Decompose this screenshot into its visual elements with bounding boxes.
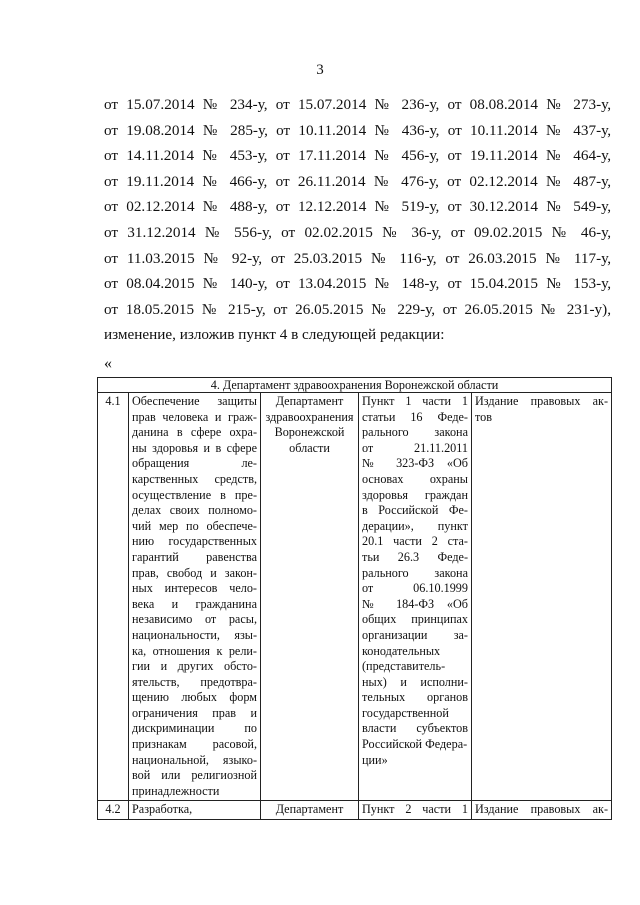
table-header-row [98, 378, 612, 393]
cell-line: Департамент [275, 394, 344, 408]
cell-line: Издание правовых ак- [475, 802, 609, 817]
cell-line: от 06.10.1999 [362, 581, 468, 596]
cell-line: ограничения прав и [132, 705, 257, 720]
paragraph-line: от 15.07.2014 № 234-у, от 15.07.2014 № 236-у, от 08.08.2014 № 273-у, [104, 96, 611, 113]
cell-line: рального закона [362, 425, 468, 440]
cell-line: осуществление в пре- [132, 487, 257, 502]
cell-line: 20.1 части 2 ста- [362, 534, 468, 549]
paragraph-line: от 19.11.2014 № 466-у, от 26.11.2014 № 476-у, от 02.12.2014 № 487-у, [104, 172, 611, 190]
cell-line: Издание правовых ак- [475, 394, 609, 408]
cell-line: здоровья граждан [362, 487, 468, 502]
department-table [97, 377, 612, 820]
cell-line: гии и других обсто- [132, 659, 257, 674]
cell-line: прав, свобод и закон- [132, 565, 257, 580]
cell-line: власти субъектов [362, 721, 468, 736]
department-cell [261, 393, 359, 801]
cell-line: ных) и исполни- [362, 674, 468, 689]
cell-line: прав человека и граж- [132, 409, 257, 424]
cell-line: Пункт 1 части 1 [362, 394, 468, 408]
cell-line: рального закона [362, 565, 468, 580]
row-number: 4.1 [98, 393, 129, 801]
cell-line: № 323-ФЗ «Об [362, 456, 468, 471]
cell-line: дерации», пункт [362, 518, 468, 533]
cell-line: организации за- [362, 627, 468, 642]
page-number: 3 [316, 62, 324, 78]
cell-line: нию государственных [132, 534, 257, 549]
cell-line: века и гражданина [132, 596, 257, 611]
cell-line: принадлежности [132, 783, 220, 798]
cell-line: (представитель- [362, 659, 446, 674]
cell-line: ных интересов чело- [132, 581, 257, 596]
basis-cell [359, 801, 472, 820]
paragraph-line: от 11.03.2015 № 92-у, от 25.03.2015 № 116-у, от 26.03.2015 № 117-у, [104, 249, 611, 267]
cell-line: Разработка, [132, 802, 193, 817]
paragraph-line: от 08.04.2015 № 140-у, от 13.04.2015 № 148-у, от 15.04.2015 № 153-у, [104, 275, 611, 293]
cell-line: ка, отношения к рели- [132, 643, 257, 658]
cell-line: Пункт 2 части 1 [362, 802, 468, 817]
cell-line: гарантий равенства [132, 549, 257, 564]
paragraph-line: от 19.08.2014 № 285-у, от 10.11.2014 № 436-у, от 10.11.2014 № 437-у, [104, 121, 611, 139]
paragraph-line: изменение, изложив пункт 4 в следующей редакции: [104, 326, 445, 344]
cell-line: дискриминации по [132, 721, 257, 736]
cell-line: тельных органов [362, 690, 468, 705]
paragraph-line: от 18.05.2015 № 215-у, от 26.05.2015 № 229-у, от 26.05.2015 № 231-у), [104, 300, 611, 318]
basis-cell [359, 393, 472, 801]
cell-line: ции» [362, 752, 388, 767]
table-row [98, 393, 612, 801]
cell-line: общих принципах [362, 612, 468, 627]
cell-line: щению любых форм [132, 690, 257, 705]
cell-line: тьи 26.3 Феде- [362, 549, 468, 564]
cell-line: Воронежской [274, 425, 345, 440]
cell-line: чий мер по обеспече- [132, 518, 257, 533]
cell-line: ны здоровья и в сфере [132, 440, 257, 455]
cell-line: тов [475, 409, 493, 424]
cell-line: ятельств, предотвра- [132, 674, 257, 689]
row-number: 4.2 [98, 801, 129, 820]
paragraph-line: от 31.12.2014 № 556-у, от 02.02.2015 № 36-у, от 09.02.2015 № 46-у, [104, 223, 611, 241]
cell-line: признакам расовой, [132, 737, 257, 752]
description-cell [129, 393, 261, 801]
paragraph-line: от 02.12.2014 № 488-у, от 12.12.2014 № 519-у, от 30.12.2014 № 549-у, [104, 198, 611, 216]
cell-line: основах охраны [362, 471, 468, 486]
cell-line: Российской Федера- [362, 737, 468, 752]
cell-line: Департамент [275, 802, 344, 817]
section-header: 4. Департамент здравоохранения Воронежской области [98, 378, 612, 393]
cell-line: обращения ле- [132, 456, 257, 471]
department-cell [261, 801, 359, 820]
cell-line: в Российской Фе- [362, 503, 468, 518]
result-cell [472, 393, 612, 801]
cell-line: данина в сфере охра- [132, 425, 257, 440]
cell-line: области [289, 440, 330, 455]
cell-line: Обеспечение защиты [132, 394, 257, 408]
cell-line: делах своих полномо- [132, 503, 257, 518]
paragraph-line: от 14.11.2014 № 453-у, от 17.11.2014 № 456-у, от 19.11.2014 № 464-у, [104, 147, 611, 165]
cell-line: национальности, язы- [132, 627, 257, 642]
cell-line: государственной [362, 705, 449, 720]
cell-line: независимо от расы, [132, 612, 257, 627]
opening-quote: « [104, 355, 112, 372]
cell-line: № 184-ФЗ «Об [362, 596, 468, 611]
cell-line: конодательных [362, 643, 441, 658]
description-cell [129, 801, 261, 820]
cell-line: вой или религиозной [132, 768, 257, 783]
body-paragraph [104, 92, 611, 348]
cell-line: здравоохранения [265, 409, 354, 424]
cell-line: статьи 16 Феде- [362, 409, 468, 424]
result-cell [472, 801, 612, 820]
cell-line: от 21.11.2011 [362, 440, 468, 455]
table-row [98, 801, 612, 820]
cell-line: карственных средств, [132, 471, 257, 486]
cell-line: национальной, языко- [132, 752, 257, 767]
